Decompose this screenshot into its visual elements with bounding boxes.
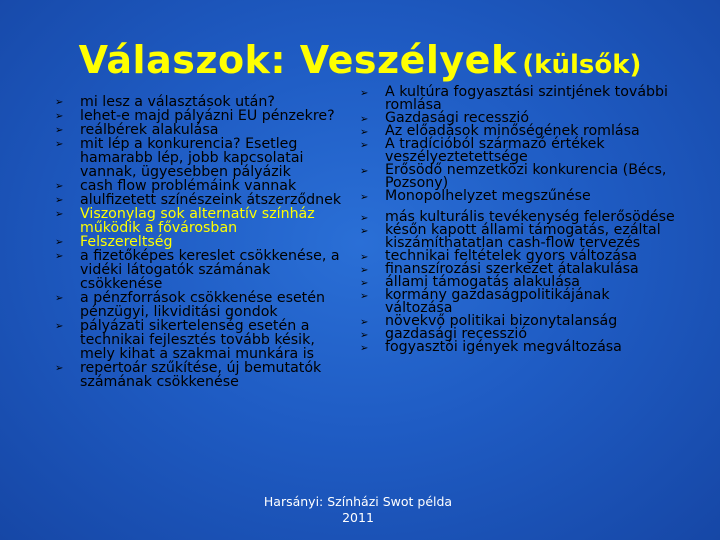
bullet-text: cash flow problémáink vannak: [80, 178, 297, 194]
bullet-text: növekvő politikai bizonytalanság: [385, 313, 618, 329]
bullet-item: [55, 235, 350, 249]
bullet-item: [360, 138, 680, 164]
bullet-text: a fizetőképes kereslet csökkenése, a vidéki látogatók számának csökkenése: [80, 248, 340, 292]
arrow-bullet-icon: ➢: [360, 226, 369, 237]
bullet-item: [55, 207, 350, 235]
right-bullet-list: [360, 86, 680, 354]
title-sub: (külsők): [522, 50, 642, 80]
arrow-bullet-icon: ➢: [55, 181, 64, 192]
arrow-bullet-icon: ➢: [360, 291, 369, 302]
bullet-item: [55, 123, 350, 137]
arrow-bullet-icon: ➢: [55, 125, 64, 136]
arrow-bullet-icon: ➢: [360, 252, 369, 263]
bullet-item: [360, 289, 680, 315]
arrow-bullet-icon: ➢: [360, 166, 369, 177]
bullet-item: [360, 190, 680, 203]
bullet-text: Gazdasági recesszió: [385, 110, 530, 126]
left-bullet-list: [55, 95, 350, 389]
slide-footer: [258, 494, 458, 526]
bullet-text: a pénzforrások csökkenése esetén pénzügyi, likviditási gondok: [80, 290, 325, 320]
arrow-bullet-icon: ➢: [360, 278, 369, 289]
bullet-item: [360, 164, 680, 190]
bullet-item: [55, 193, 350, 207]
bullet-text: későn kapott állami támogatás, ezáltal kiszámíthatatlan cash-flow tervezés: [385, 222, 661, 251]
title-main: Válaszok: Veszélyek: [78, 38, 517, 82]
arrow-bullet-icon: ➢: [360, 88, 369, 99]
arrow-bullet-icon: ➢: [360, 140, 369, 151]
bullet-text: Monopolhelyzet megszűnése: [385, 188, 591, 204]
bullet-text: alulfizetett színészeink átszerződnek: [80, 192, 342, 208]
arrow-bullet-icon: ➢: [360, 343, 369, 354]
bullet-text: más kulturális tevékenység felerősödése: [385, 209, 675, 225]
arrow-bullet-icon: ➢: [360, 265, 369, 276]
bullet-item: [360, 224, 680, 250]
bullet-text: kormány gazdaságpolitikájának változása: [385, 287, 610, 316]
bullet-item: [55, 249, 350, 291]
arrow-bullet-icon: ➢: [55, 237, 64, 248]
bullet-item: [360, 86, 680, 112]
footer-source: Harsányi: Színházi Swot példa: [263, 494, 453, 509]
bullet-item: [55, 137, 350, 179]
bullet-text: gazdasági recesszió: [385, 326, 528, 342]
slide-title: [0, 38, 720, 82]
bullet-item: [55, 179, 350, 193]
arrow-bullet-icon: ➢: [360, 213, 369, 224]
bullet-text: mi lesz a választások után?: [80, 94, 275, 110]
bullet-text: pályázati sikertelenség esetén a technikai fejlesztés tovább késik, mely kihat a szakmai munkára is: [80, 318, 315, 362]
bullet-text: A tradícióból származó értékek veszélyeztetettsége: [385, 136, 605, 165]
bullet-text: állami támogatás alakulása: [385, 274, 580, 290]
arrow-bullet-icon: ➢: [55, 251, 64, 262]
bullet-item: [55, 109, 350, 123]
bullet-text: Felszereltség: [80, 234, 173, 250]
arrow-bullet-icon: ➢: [55, 321, 64, 332]
arrow-bullet-icon: ➢: [55, 97, 64, 108]
bullet-text: mit lép a konkurencia? Esetleg hamarabb lép, jobb kapcsolatai vannak, ügyesebben pályázik: [80, 136, 304, 180]
bullet-text: fogyasztói igények megváltozása: [385, 339, 622, 355]
arrow-bullet-icon: ➢: [55, 293, 64, 304]
bullet-item: [55, 291, 350, 319]
bullet-text: Az előadások minőségének romlása: [385, 123, 640, 139]
arrow-bullet-icon: ➢: [55, 111, 64, 122]
bullet-item: [360, 341, 680, 354]
bullet-item: [55, 361, 350, 389]
arrow-bullet-icon: ➢: [55, 195, 64, 206]
arrow-bullet-icon: ➢: [360, 192, 369, 203]
arrow-bullet-icon: ➢: [360, 330, 369, 341]
bullet-text: repertoár szűkítése, új bemutatók számának csökkenése: [80, 360, 322, 390]
arrow-bullet-icon: ➢: [55, 139, 64, 150]
bullet-text: finanszírozási szerkezet átalakulása: [385, 261, 639, 277]
bullet-item: [55, 95, 350, 109]
arrow-bullet-icon: ➢: [360, 127, 369, 138]
bullet-item: [55, 319, 350, 361]
arrow-bullet-icon: ➢: [360, 317, 369, 328]
bullet-text: Viszonylag sok alternatív színház működik a fővárosban: [80, 206, 315, 236]
bullet-text: Erősödő nemzetközi konkurencia (Bécs, Pozsony): [385, 162, 667, 191]
arrow-bullet-icon: ➢: [55, 363, 64, 374]
arrow-bullet-icon: ➢: [55, 209, 64, 220]
footer-year: 2011: [342, 510, 374, 525]
bullet-text: lehet-e majd pályázni EU pénzekre?: [80, 108, 335, 124]
bullet-text: reálbérek alakulása: [80, 122, 219, 138]
bullet-text: A kultúra fogyasztási szintjének további romlása: [385, 84, 668, 113]
bullet-text: technikai feltételek gyors változása: [385, 248, 638, 264]
arrow-bullet-icon: ➢: [360, 114, 369, 125]
